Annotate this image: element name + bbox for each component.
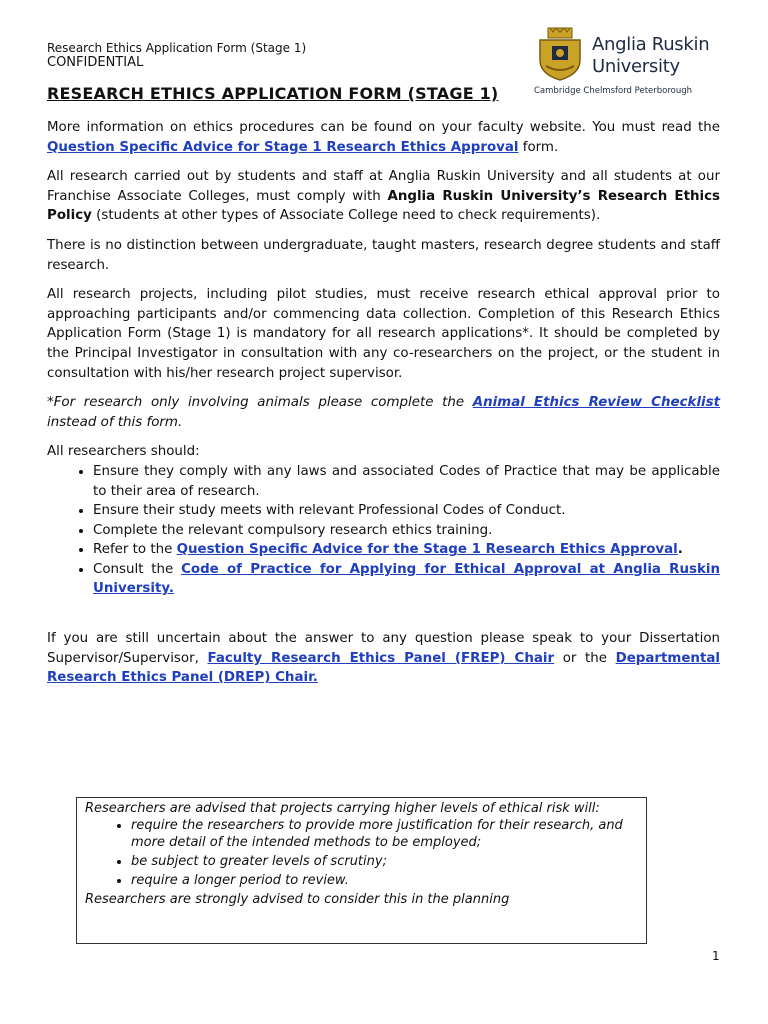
list-item-text: Consult the — [93, 561, 182, 577]
notice-lead: Researchers are advised that projects carrying higher levels of ethical risk will: — [85, 801, 600, 816]
frep-chair-link[interactable]: Faculty Research Ethics Panel (FREP) Chair — [207, 650, 555, 666]
list-item-text: Refer to the — [93, 542, 177, 558]
intro-text-end: (students at other types of Associate College need to check requirements). — [91, 208, 601, 224]
header-form-name: Research Ethics Application Form (Stage 1) — [47, 41, 307, 55]
spacer — [47, 599, 720, 629]
intro-text: All research carried out by students and staff at Anglia Ruskin University and all students at our Franchise Associate Colleges, must comply with — [47, 169, 720, 204]
list-item: • Ensure they comply with any laws and associated Codes of Practice that may be applicable to their area of research. — [93, 462, 720, 501]
uncertain-text-mid: or the — [554, 650, 616, 666]
list-item: • require a longer period to review. — [131, 872, 638, 889]
intro-paragraph-1 — [47, 118, 720, 157]
list-item: • Ensure their study meets with relevant Professional Codes of Conduct. — [93, 501, 720, 521]
header-confidential: CONFIDENTIAL — [47, 55, 144, 70]
document-body — [47, 118, 720, 698]
intro-text: More information on ethics procedures can be found on your faculty website. You must read the — [47, 120, 720, 135]
stage1-advice-link[interactable]: Question Specific Advice for the Stage 1 Research Ethics Approval — [176, 542, 678, 558]
intro-paragraph-2 — [47, 167, 720, 226]
list-item: • require the researchers to provide more justification for their research, and more detail of the intended methods to be employed; — [131, 817, 638, 851]
note-text-end: instead of this form. — [47, 414, 183, 430]
drep-chair-link[interactable]: Departmental Research Ethics Panel (DREP) Chair. — [47, 650, 720, 686]
notice-list — [85, 817, 638, 889]
risk-notice-box — [76, 797, 647, 944]
campus-list: Cambridge Chelmsford Peterborough — [534, 86, 693, 96]
list-item: • be subject to greater levels of scrutiny; — [131, 853, 638, 870]
animal-research-note — [47, 393, 720, 432]
code-of-practice-link[interactable]: Code of Practice for Applying for Ethical Approval at Anglia Ruskin University. — [93, 561, 721, 597]
intro-paragraph-3: There is no distinction between undergraduate, taught masters, research degree students and staff research. — [47, 237, 720, 273]
list-item-period: . — [677, 542, 683, 558]
notice-tail: Researchers are strongly advised to consider this in the planning — [85, 892, 510, 907]
list-item: • Complete the relevant compulsory research ethics training. — [93, 521, 720, 541]
intro-paragraph-4: All research projects, including pilot studies, must receive research ethical approval prior to approaching participants and/or commencing data collection. Completion of this Research Ethics Application Form (Stage 1) is mandatory for all research applications*. It should be completed by the Principal Investigator in consultation with any co-researchers on the project, or the student in consultation with his/her research project supervisor. — [47, 287, 720, 381]
uncertain-text: If you are still uncertain about the answer to any question please speak to your Dissertation Supervisor/Supervisor, — [47, 631, 720, 666]
university-name-line2: University — [592, 56, 680, 77]
research-ethics-policy-name: Anglia Ruskin University’s Research Ethics Policy — [47, 188, 720, 224]
list-item — [93, 540, 720, 560]
university-crest-icon — [534, 26, 586, 82]
university-name — [592, 34, 709, 78]
page-title: RESEARCH ETHICS APPLICATION FORM (STAGE 1) — [47, 84, 499, 103]
animal-ethics-checklist-link[interactable]: Animal Ethics Review Checklist — [472, 395, 720, 411]
list-item — [93, 560, 720, 599]
researchers-heading: All researchers should: — [47, 444, 200, 460]
uncertain-paragraph — [47, 629, 720, 688]
university-logo — [530, 22, 730, 102]
university-name-line1: Anglia Ruskin — [592, 34, 710, 55]
question-specific-advice-link[interactable]: Question Specific Advice for Stage 1 Research Ethics Approval — [47, 139, 519, 155]
page-number: 1 — [712, 949, 720, 963]
note-text: *For research only involving animals please complete the — [47, 395, 473, 411]
researchers-list — [47, 462, 720, 599]
intro-text-end: form. — [518, 139, 559, 155]
